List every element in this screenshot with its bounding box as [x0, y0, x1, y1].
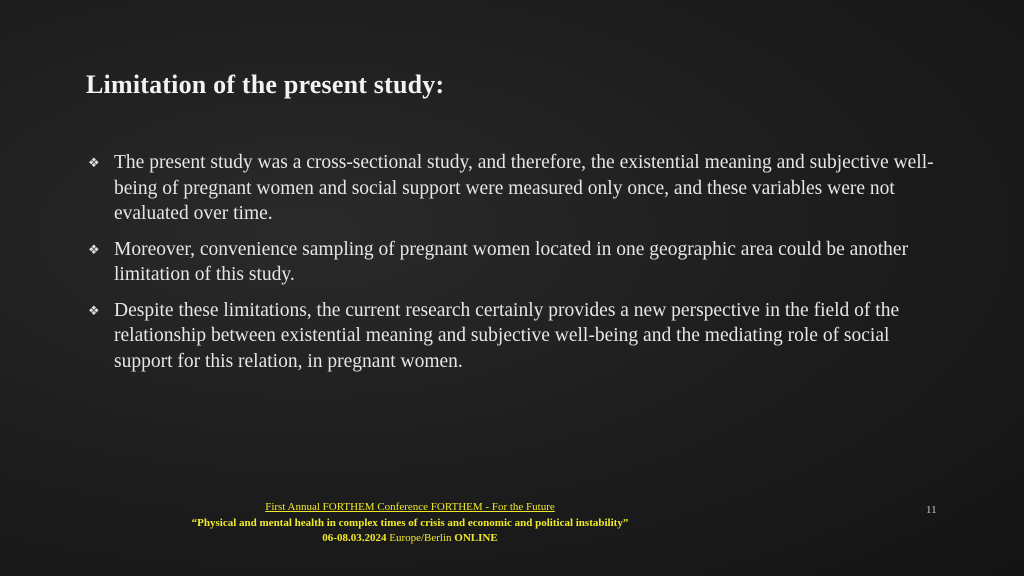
- footer: [150, 500, 670, 547]
- footer-date: 06-08.03.2024: [322, 532, 387, 544]
- diamond-bullet-icon: ❖: [88, 302, 100, 318]
- bullet-text: Despite these limitations, the current research certainly provides a new perspective in the field of the relationship between existential meaning and subjective well-being and the mediating role of social support for this relation, in pregnant women.: [114, 299, 900, 372]
- bullet-item: [86, 237, 946, 288]
- footer-mode: ONLINE: [454, 532, 498, 544]
- diamond-bullet-icon: ❖: [88, 155, 100, 170]
- diamond-bullet-icon: ❖: [88, 241, 100, 257]
- footer-date-location: [150, 531, 670, 547]
- bullet-text: Moreover, convenience sampling of pregnant women located in one geographic area could be another limitation of this study.: [114, 238, 909, 285]
- bullet-list: [86, 150, 946, 384]
- footer-conference-theme: “Physical and mental health in complex times of crisis and economic and political instability”: [191, 516, 629, 529]
- footer-location: Europe/Berlin: [389, 532, 452, 544]
- bullet-item: [86, 298, 946, 375]
- slide-title: Limitation of the present study:: [86, 70, 445, 99]
- footer-conference-link[interactable]: First Annual FORTHEM Conference FORTHEM - For the Future: [265, 501, 555, 513]
- bullet-text: The present study was a cross-sectional study, and therefore, the existential meaning and subjective well-being of pregnant women and social support were measured only once, and these variables were not evaluated over time.: [114, 152, 934, 224]
- bullet-item: [86, 150, 946, 227]
- page-number: 11: [926, 504, 937, 516]
